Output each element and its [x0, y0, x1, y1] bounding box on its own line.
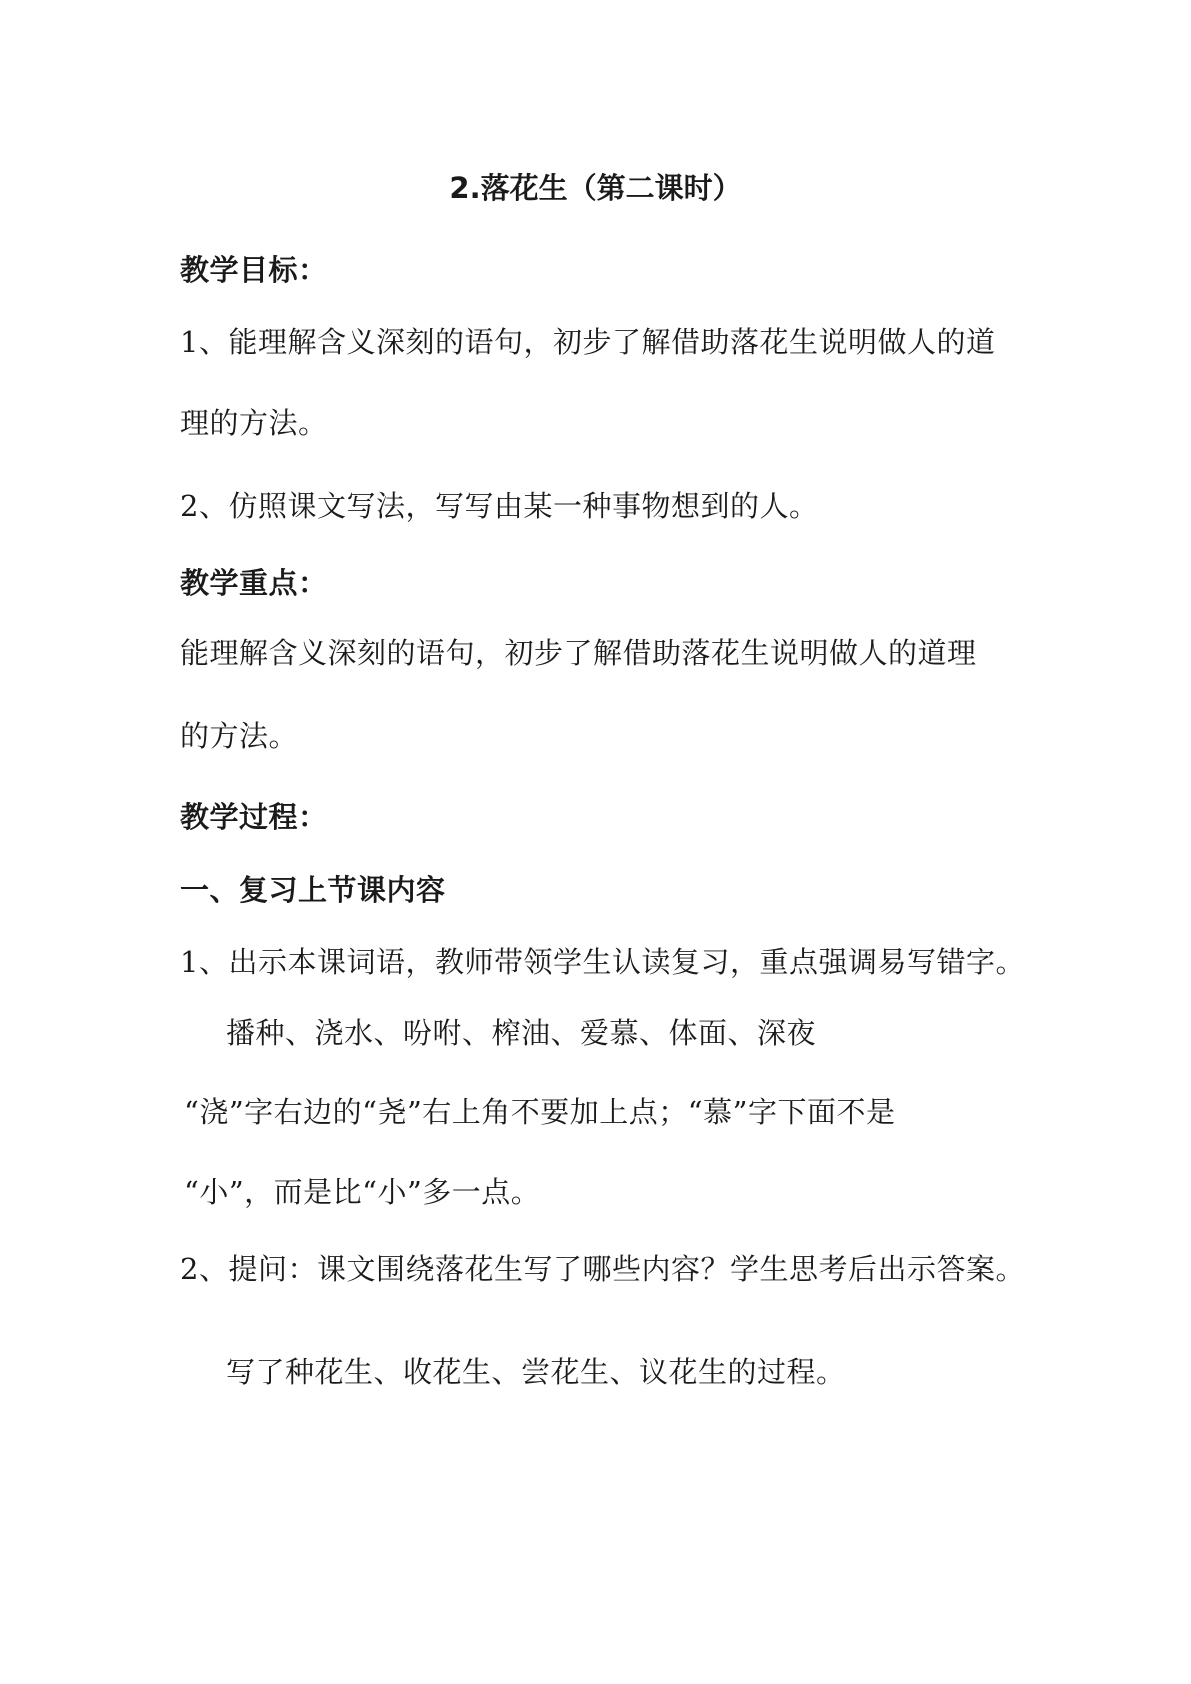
spelling-note-line-2: “小”，而是比“小”多一点。	[184, 1175, 541, 1209]
key-points-heading: 教学重点：	[180, 566, 328, 600]
objective-1-line-1: 1、能理解含义深刻的语句，初步了解借助落花生说明做人的道	[180, 325, 996, 359]
objective-1-line-2: 理的方法。	[180, 406, 328, 440]
process-heading: 教学过程：	[180, 800, 328, 834]
spelling-note-line-1: “浇”字右边的“尧”右上角不要加上点；“慕”字下面不是	[184, 1095, 896, 1129]
objective-2: 2、仿照课文写法，写写由某一种事物想到的人。	[180, 489, 819, 523]
objectives-heading: 教学目标：	[180, 253, 328, 287]
key-points-line-2: 的方法。	[180, 719, 299, 753]
vocabulary-words: 播种、浇水、吩咐、榨油、爱慕、体面、深夜	[226, 1016, 817, 1050]
document-title: 2.落花生（第二课时）	[449, 171, 742, 205]
step-1: 1、出示本课词语，教师带领学生认读复习，重点强调易写错字。	[180, 945, 1025, 979]
answer-text: 写了种花生、收花生、尝花生、议花生的过程。	[226, 1355, 846, 1389]
step-2: 2、提问：课文围绕落花生写了哪些内容？学生思考后出示答案。	[180, 1252, 1025, 1286]
key-points-line-1: 能理解含义深刻的语句，初步了解借助落花生说明做人的道理	[180, 636, 977, 670]
part-1-heading: 一、复习上节课内容	[180, 873, 446, 907]
